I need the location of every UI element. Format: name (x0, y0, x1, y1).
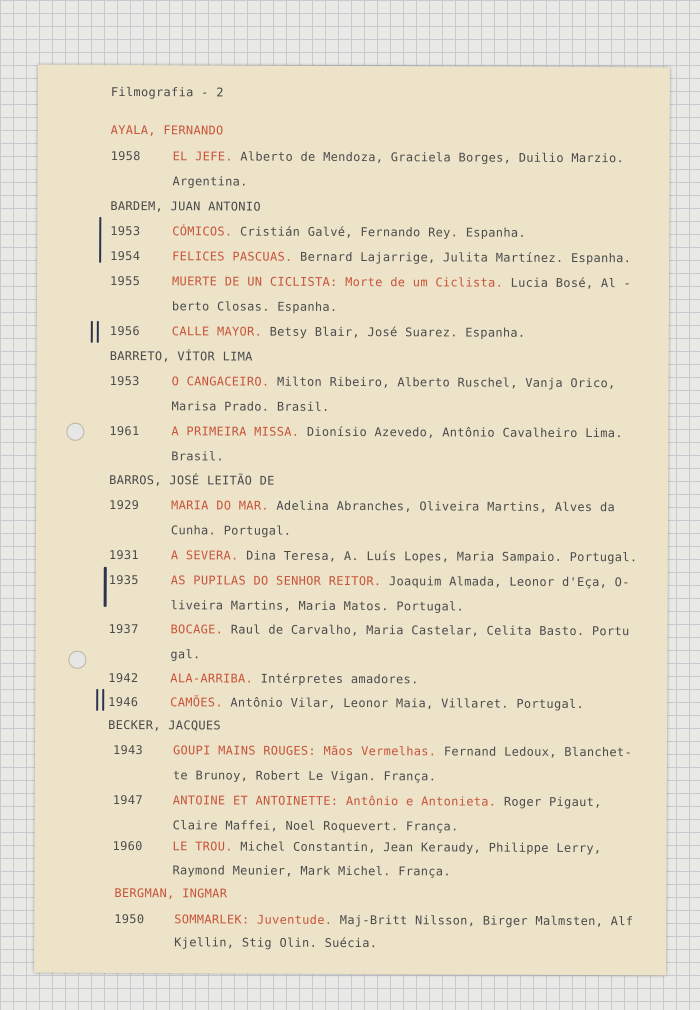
film-year: 1937 (108, 621, 139, 637)
film-line (173, 793, 602, 809)
film-cast: Fernand Ledoux, Blanchet- (436, 744, 633, 760)
film-cast-continued: gal. (170, 647, 201, 662)
film-cast: Maj-Britt Nilsson, Birger Malmsten, Alf (332, 912, 634, 929)
film-line (171, 573, 630, 589)
punch-hole-bottom (68, 651, 86, 669)
film-cast-continued: Kjellin, Stig Olin. Suécia. (174, 935, 378, 951)
director-heading: BERGMAN, INGMAR (114, 885, 228, 901)
film-line (173, 839, 602, 855)
film-cast-continued: Marisa Prado. Brasil. (171, 399, 330, 414)
film-cast-continued: Raymond Meunier, Mark Michel. França. (172, 863, 451, 879)
film-cast-continued: Claire Maffei, Noel Roquevert. França. (172, 818, 459, 834)
film-year: 1953 (110, 223, 141, 239)
margin-mark-bardem (99, 217, 101, 263)
film-cast-continued: liveira Martins, Maria Matos. Portugal. (170, 598, 465, 614)
film-cast-continued: Brasil. (171, 449, 224, 464)
typewritten-page (34, 65, 670, 976)
film-title: ALA-ARRIBA. (170, 671, 254, 686)
film-line (172, 249, 631, 265)
film-title: MUERTE DE UN CICLISTA: Morte de um Ciclista. (172, 274, 504, 290)
film-cast-continued: te Brunoy, Robert Le Vigan. França. (172, 768, 437, 784)
film-line (170, 622, 629, 638)
film-cast-continued: Argentina. (172, 174, 248, 189)
film-year: 1953 (109, 373, 140, 389)
film-year: 1942 (108, 670, 139, 686)
film-cast: Roger Pigaut, (496, 794, 602, 810)
film-line (172, 324, 526, 340)
film-line (171, 498, 615, 514)
director-heading: BECKER, JACQUES (108, 717, 222, 733)
director-heading: BARROS, JOSÉ LEITÃO DE (109, 472, 275, 488)
film-cast: Cristián Galvé, Fernando Rey. Espanha. (232, 224, 526, 240)
film-year: 1935 (108, 572, 139, 588)
film-title: A SEVERA. (170, 548, 239, 563)
film-title: EL JEFE. (172, 149, 233, 164)
film-title: ANTOINE ET ANTOINETTE: Antônio e Antonieta. (172, 793, 497, 809)
film-cast: Betsy Blair, José Suarez. Espanha. (262, 324, 526, 340)
film-cast: Adelina Abranches, Oliveira Martins, Alves da (268, 498, 616, 515)
film-title: LE TROU. (172, 839, 233, 854)
director-heading: AYALA, FERNANDO (110, 122, 224, 138)
page-header: Filmografia - 2 (110, 84, 224, 100)
film-title: CALLE MAYOR. (171, 324, 263, 339)
film-year: 1955 (110, 273, 141, 289)
film-line (172, 224, 526, 240)
film-title: FELICES PASCUAS. (172, 249, 293, 264)
film-cast: Dina Teresa, A. Luís Lopes, Maria Sampaio. Portugal. (238, 548, 638, 565)
film-year: 1929 (109, 497, 140, 513)
film-line (111, 149, 141, 163)
film-cast: Joaquim Almada, Leonor d'Eça, O- (381, 574, 630, 590)
film-line (172, 274, 631, 290)
film-title: GOUPI MAINS ROUGES: Mãos Vermelhas. (172, 743, 437, 759)
film-cast: Antônio Vilar, Leonor Maia, Villaret. Portugal. (222, 695, 585, 712)
film-year: 1947 (112, 792, 143, 808)
film-line (173, 743, 632, 759)
punch-hole-top (66, 423, 84, 441)
film-cast: Raul de Carvalho, Maria Castelar, Celita Basto. Portu (223, 622, 630, 639)
film-cast-continued: Cunha. Portugal. (170, 523, 292, 538)
director-heading: BARDEM, JUAN ANTONIO (110, 198, 261, 214)
film-cast: Intérpretes amadores. (253, 671, 419, 687)
film-cast: Alberto de Mendoza, Graciela Borges, Duilio Marzio. (232, 149, 625, 166)
film-line (171, 548, 638, 564)
film-year: 1954 (110, 248, 141, 264)
film-year: 1943 (112, 742, 144, 758)
film-title: BOCAGE. (170, 622, 224, 637)
margin-mark-camoes-2 (102, 689, 104, 711)
film-title: CÓMICOS. (172, 224, 233, 239)
film-cast: Milton Ribeiro, Alberto Ruschel, Vanja Orico, (269, 374, 616, 391)
film-line (172, 374, 616, 390)
film-title: CAMÕES. (170, 695, 223, 710)
film-line (173, 149, 625, 165)
film-title: A PRIMEIRA MISSA. (171, 424, 300, 439)
film-cast: Lucia Bosé, Al - (503, 275, 632, 291)
margin-mark-calle-mayor-2 (97, 321, 99, 343)
film-line (171, 424, 623, 440)
film-year: 1958 (110, 148, 141, 164)
film-cast-continued: berto Closas. Espanha. (171, 299, 338, 314)
film-year: 1946 (108, 694, 139, 710)
film-year: 1961 (109, 423, 140, 439)
film-cast: Bernard Lajarrige, Julita Martínez. Espanha. (292, 249, 632, 266)
film-line (170, 695, 584, 711)
film-year: 1931 (108, 547, 139, 563)
film-cast: Dionísio Azevedo, Antônio Cavalheiro Lima. (299, 424, 623, 441)
margin-mark-pupilas (104, 567, 107, 607)
film-year: 1960 (112, 838, 143, 854)
film-year: 1956 (109, 323, 140, 339)
margin-mark-calle-mayor-1 (91, 321, 93, 343)
film-year: 1950 (114, 911, 145, 927)
film-cast: Michel Constantin, Jean Keraudy, Philippe Lerry, (232, 839, 602, 856)
film-line (174, 912, 633, 928)
film-title: AS PUPILAS DO SENHOR REITOR. (170, 573, 382, 589)
film-line (170, 671, 418, 686)
film-title: SOMMARLEK: Juventude. (174, 912, 333, 927)
film-title: O CANGACEIRO. (171, 374, 270, 389)
film-title: MARIA DO MAR. (171, 498, 269, 513)
margin-mark-camoes-1 (96, 689, 98, 711)
director-heading: BARRETO, VÍTOR LIMA (109, 348, 253, 364)
